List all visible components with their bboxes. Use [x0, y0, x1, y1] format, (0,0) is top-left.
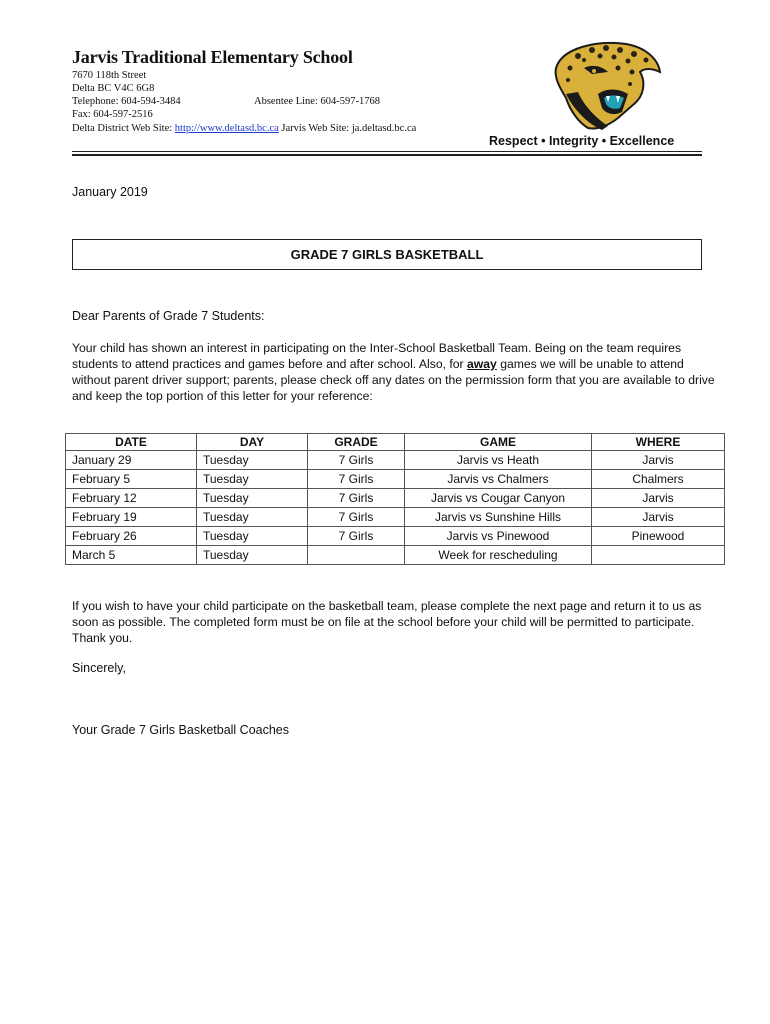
cell-game: Jarvis vs Pinewood — [405, 527, 592, 546]
table-row — [66, 470, 725, 489]
school-motto: Respect • Integrity • Excellence — [489, 134, 675, 148]
web-sites-line — [72, 122, 416, 135]
cell-day: Tuesday — [197, 546, 308, 565]
instructions-paragraph: If you wish to have your child participate on the basketball team, please complete the next page and return it to us as soon as possible. The completed form must be on file at the school before your child will be permitted to participate. Thank you. — [72, 599, 702, 645]
cell-where: Jarvis — [592, 508, 725, 527]
cell-date: February 5 — [66, 470, 197, 489]
cell-day: Tuesday — [197, 470, 308, 489]
absentee-line: Absentee Line: 604-597-1768 — [254, 96, 380, 107]
cell-date: January 29 — [66, 451, 197, 470]
cell-date: March 5 — [66, 546, 197, 565]
header-divider-thick — [72, 154, 702, 156]
cell-grade: 7 Girls — [308, 527, 405, 546]
away-emphasis: away — [466, 357, 497, 371]
intro-text-b: games we will be unable to attend without parent driver support; parents, please check off any dates on the permission form that you are available to drive and keep the top portion of this letter for your reference: — [72, 357, 715, 403]
cell-where: Jarvis — [592, 489, 725, 508]
district-site-link[interactable]: http://www.deltasd.bc.ca — [174, 123, 279, 134]
cell-game: Jarvis vs Chalmers — [405, 470, 592, 489]
cell-where: Jarvis — [592, 451, 725, 470]
col-header-day: DAY — [197, 434, 308, 451]
telephone-line: Telephone: 604-594-3484 — [72, 96, 181, 107]
street-address: 7670 118th Street — [72, 70, 147, 81]
jarvis-site-label: Jarvis Web Site: ja.deltasd.bc.ca — [278, 123, 417, 134]
schedule-table — [65, 433, 725, 565]
col-header-where: WHERE — [592, 434, 725, 451]
letter-date: January 2019 — [72, 185, 148, 199]
header-divider — [72, 151, 702, 152]
cell-date: February 19 — [66, 508, 197, 527]
salutation: Dear Parents of Grade 7 Students: — [72, 309, 265, 323]
fax-line: Fax: 604-597-2516 — [72, 109, 153, 120]
signature: Your Grade 7 Girls Basketball Coaches — [72, 723, 290, 737]
cell-where: Pinewood — [592, 527, 725, 546]
table-row — [66, 489, 725, 508]
cell-grade: 7 Girls — [308, 508, 405, 527]
table-row — [66, 527, 725, 546]
cell-grade — [308, 546, 405, 565]
letter-title — [72, 239, 702, 270]
cell-grade: 7 Girls — [308, 489, 405, 508]
school-name: Jarvis Traditional Elementary School — [72, 47, 353, 67]
signoff: Sincerely, — [72, 661, 126, 675]
district-site-label: Delta District Web Site: — [72, 123, 175, 134]
cell-date: February 12 — [66, 489, 197, 508]
letter-title-text: GRADE 7 GIRLS BASKETBALL — [290, 247, 484, 262]
cell-game: Jarvis vs Heath — [405, 451, 592, 470]
jaguar-logo-icon — [548, 38, 664, 134]
schedule-header-row — [66, 434, 725, 451]
col-header-game: GAME — [405, 434, 592, 451]
cell-day: Tuesday — [197, 527, 308, 546]
col-header-date: DATE — [66, 434, 197, 451]
cell-game: Week for rescheduling — [405, 546, 592, 565]
intro-text-a: Your child has shown an interest in participating on the Inter-School Basketball Team. Being on the team requires students to attend practices and games before and after school. Also, for — [72, 341, 682, 371]
cell-day: Tuesday — [197, 508, 308, 527]
cell-where — [592, 546, 725, 565]
col-header-grade: GRADE — [308, 434, 405, 451]
cell-date: February 26 — [66, 527, 197, 546]
cell-grade: 7 Girls — [308, 451, 405, 470]
cell-day: Tuesday — [197, 489, 308, 508]
cell-game: Jarvis vs Cougar Canyon — [405, 489, 592, 508]
table-row — [66, 546, 725, 565]
cell-grade: 7 Girls — [308, 470, 405, 489]
cell-day: Tuesday — [197, 451, 308, 470]
table-row — [66, 508, 725, 527]
table-row — [66, 451, 725, 470]
cell-game: Jarvis vs Sunshine Hills — [405, 508, 592, 527]
intro-paragraph — [72, 340, 722, 404]
cell-where: Chalmers — [592, 470, 725, 489]
city-postal: Delta BC V4C 6G8 — [72, 83, 155, 94]
